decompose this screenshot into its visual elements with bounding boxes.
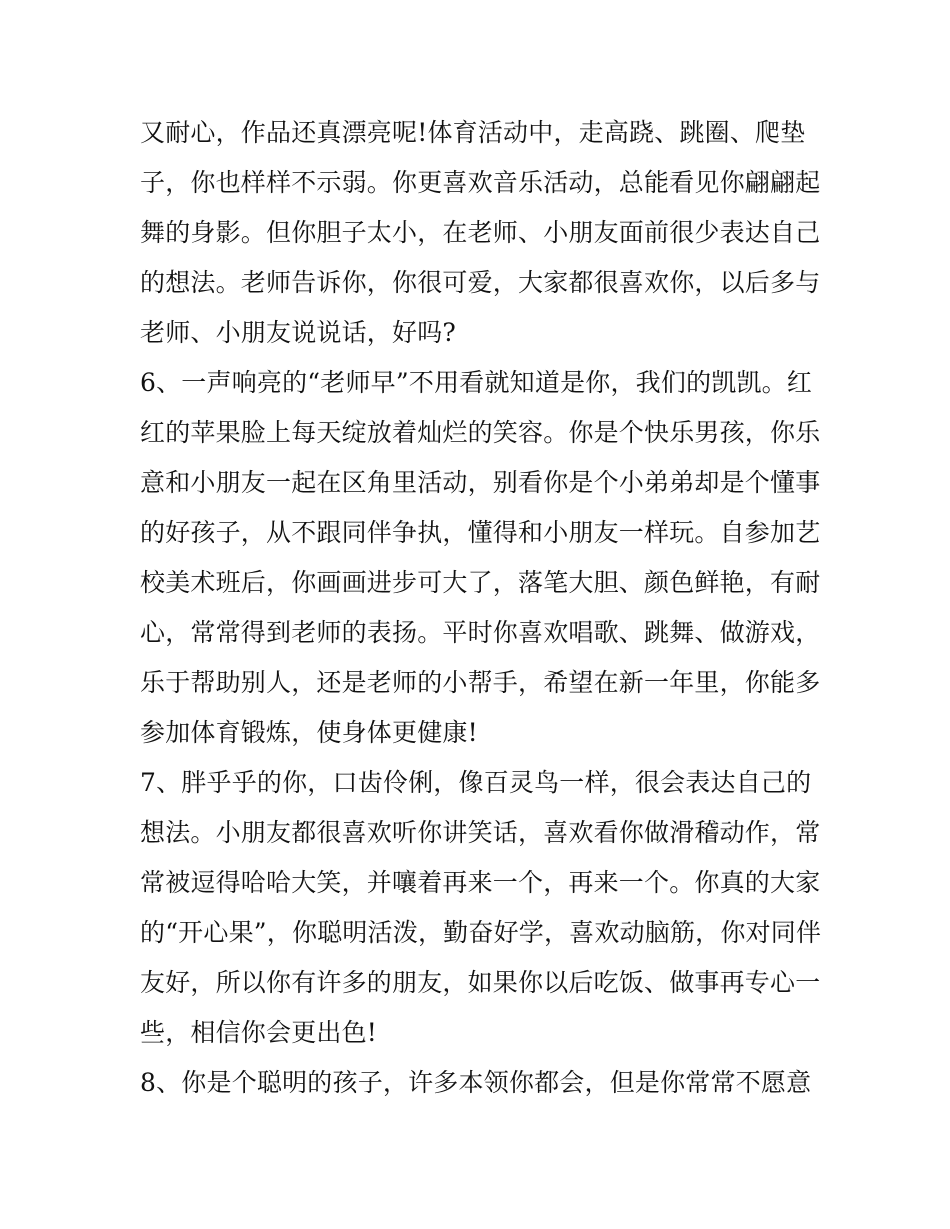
text-line: 心，常常得到老师的表扬。平时你喜欢唱歌、跳舞、做游戏， <box>140 618 821 647</box>
text-line: 6、一声响亮的“老师早”不用看就知道是你，我们的凯凯。红 <box>140 368 813 397</box>
text-line: 子，你也样样不示弱。你更喜欢音乐活动，总能看见你翩翩起 <box>140 168 821 197</box>
text-line: 意和小朋友一起在区角里活动，别看你是个小弟弟却是个懂事 <box>140 468 821 497</box>
text-line: 常被逗得哈哈大笑，并嚷着再来一个，再来一个。你真的大家 <box>140 868 821 897</box>
text-line: 的想法。老师告诉你，你很可爱，大家都很喜欢你，以后多与 <box>140 268 821 297</box>
text-line: 舞的身影。但你胆子太小，在老师、小朋友面前很少表达自己 <box>140 218 821 247</box>
text-line: 校美术班后，你画画进步可大了，落笔大胆、颜色鲜艳，有耐 <box>140 568 821 597</box>
text-line: 想法。小朋友都很喜欢听你讲笑话，喜欢看你做滑稽动作，常 <box>140 818 821 847</box>
document-body <box>140 108 820 1108</box>
text-line: 些，相信你会更出色! <box>140 1018 378 1047</box>
text-line: 7、胖乎乎的你，口齿伶俐，像百灵鸟一样，很会表达自己的 <box>140 768 812 797</box>
text-line: 的好孩子，从不跟同伴争执，懂得和小朋友一样玩。自参加艺 <box>140 518 821 547</box>
text-line: 又耐心，作品还真漂亮呢!体育活动中，走高跷、跳圈、爬垫 <box>140 118 806 147</box>
text-line: 参加体育锻炼，使身体更健康! <box>140 718 478 747</box>
text-line: 乐于帮助别人，还是老师的小帮手，希望在新一年里，你能多 <box>140 668 821 697</box>
text-line: 红的苹果脸上每天绽放着灿烂的笑容。你是个快乐男孩，你乐 <box>140 418 821 447</box>
text-line: 8、你是个聪明的孩子，许多本领你都会，但是你常常不愿意 <box>140 1068 812 1097</box>
text-line: 老师、小朋友说说话，好吗? <box>140 318 457 347</box>
text-line: 的“开心果”，你聪明活泼，勤奋好学，喜欢动脑筋，你对同伴 <box>140 918 822 947</box>
text-line: 友好，所以你有许多的朋友，如果你以后吃饭、做事再专心一 <box>140 968 821 997</box>
